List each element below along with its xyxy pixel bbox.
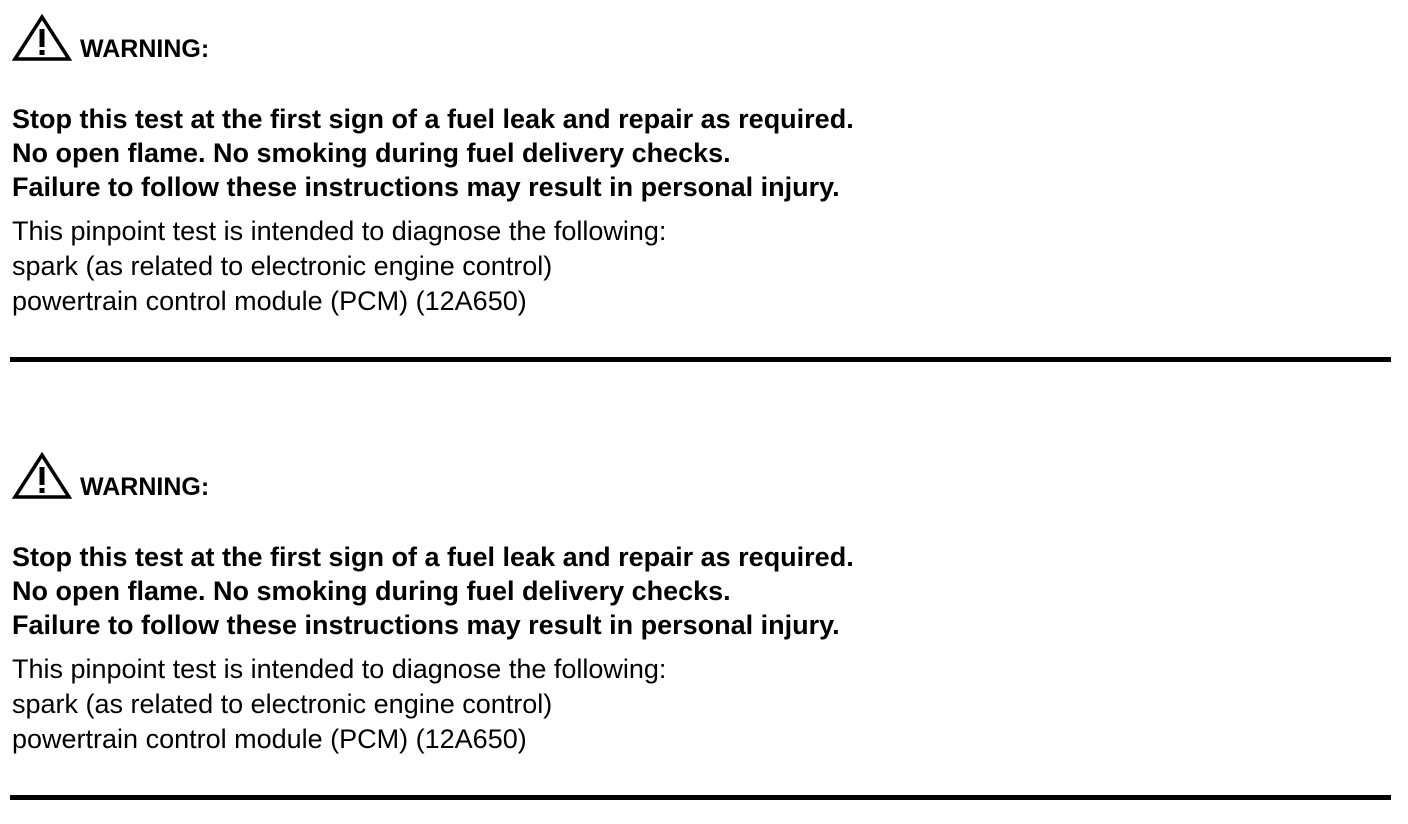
warning-line: No open flame. No smoking during fuel delivery checks. xyxy=(12,138,731,168)
description-line: powertrain control module (PCM) (12A650) xyxy=(12,724,527,754)
description-line: spark (as related to electronic engine control) xyxy=(12,689,553,719)
warning-line: No open flame. No smoking during fuel delivery checks. xyxy=(12,576,731,606)
warning-text xyxy=(12,540,854,642)
warning-heading xyxy=(12,450,209,500)
description-line: This pinpoint test is intended to diagnose the following: xyxy=(12,216,667,246)
test-description xyxy=(12,652,666,757)
warning-label: WARNING: xyxy=(80,35,210,63)
test-description xyxy=(12,214,666,319)
warning-line: Failure to follow these instructions may result in personal injury. xyxy=(12,610,840,640)
description-line: powertrain control module (PCM) (12A650) xyxy=(12,286,527,316)
warning-line: Failure to follow these instructions may result in personal injury. xyxy=(12,172,840,202)
section-divider xyxy=(10,795,1391,800)
warning-text xyxy=(12,102,854,204)
description-line: This pinpoint test is intended to diagnose the following: xyxy=(12,654,667,684)
warning-line: Stop this test at the first sign of a fuel leak and repair as required. xyxy=(12,542,854,572)
warning-line: Stop this test at the first sign of a fuel leak and repair as required. xyxy=(12,104,854,134)
warning-label: WARNING: xyxy=(80,473,210,501)
warning-triangle-icon xyxy=(12,14,72,62)
description-line: spark (as related to electronic engine control) xyxy=(12,251,553,281)
warning-triangle-icon xyxy=(12,452,72,500)
section-divider xyxy=(10,357,1391,362)
warning-heading xyxy=(12,12,209,62)
